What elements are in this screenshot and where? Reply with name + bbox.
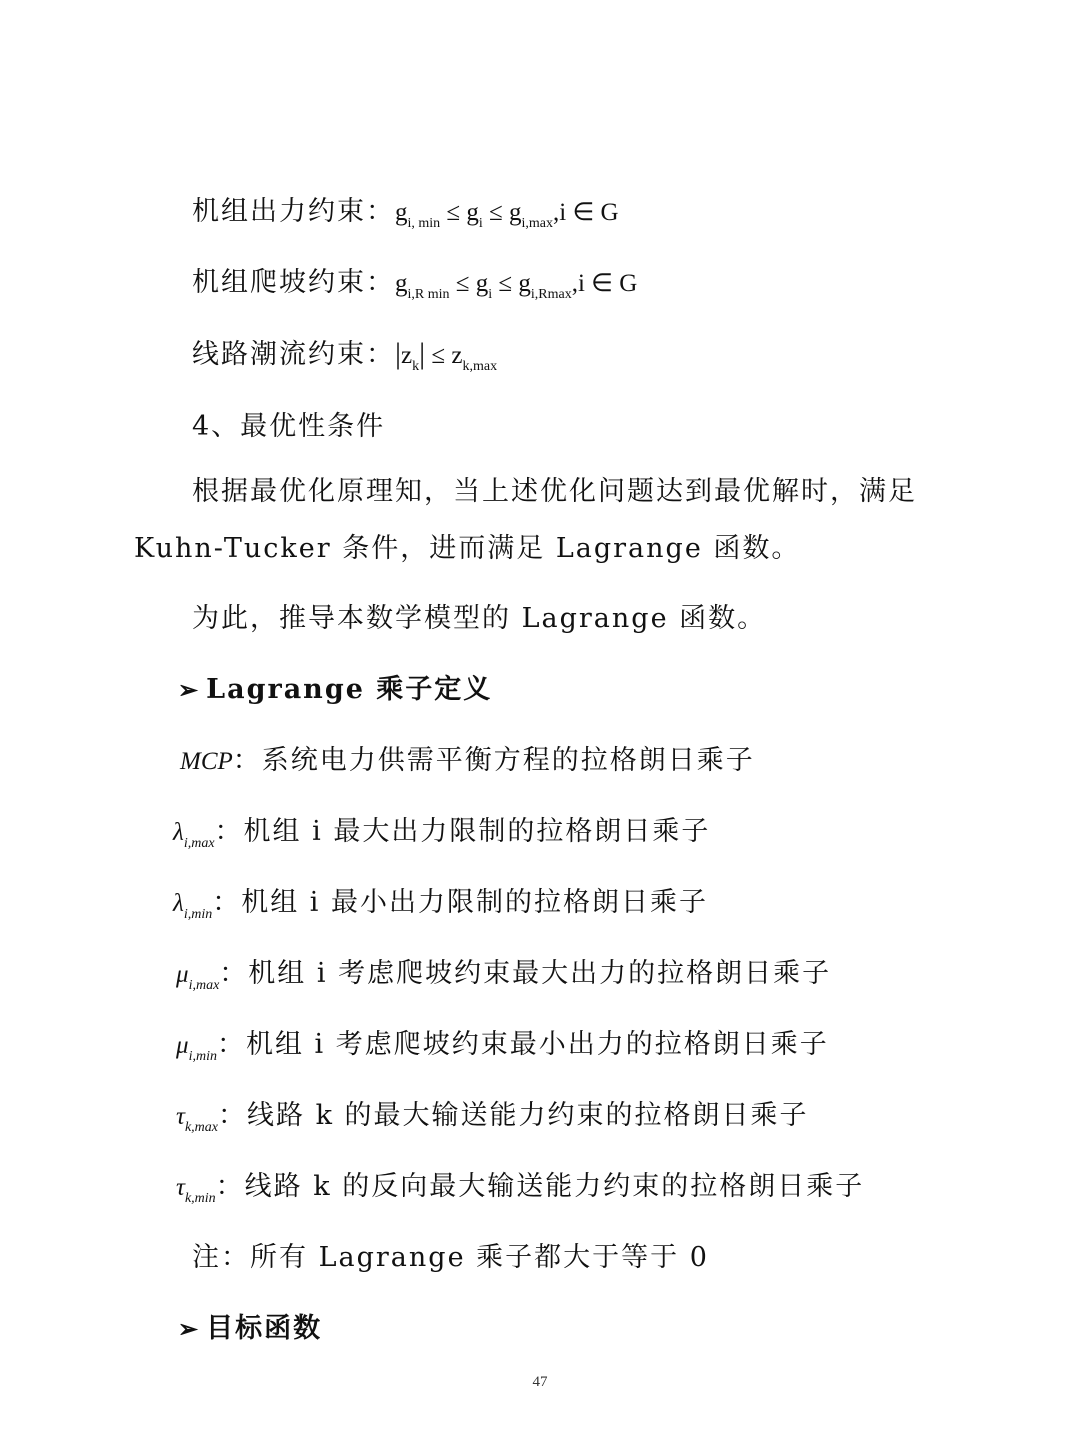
multiplier-desc: ：机组 i 最大出力限制的拉格朗日乘子: [214, 816, 711, 847]
multiplier-item: [173, 889, 708, 922]
formula-abs: |: [419, 337, 426, 370]
formula-le: ≤: [449, 270, 476, 297]
multiplier-symbol: μ: [176, 961, 189, 988]
multiplier-desc: ：机组 i 考虑爬坡约束最小出力的拉格朗日乘子: [216, 1029, 829, 1060]
paragraph-line: Kuhn-Tucker 条件，进而满足 Lagrange 函数。: [134, 533, 801, 564]
paragraph-line: 为此，推导本数学模型的 Lagrange 函数。: [192, 603, 767, 634]
formula-g: g: [518, 270, 531, 297]
multiplier-sub: i,min: [188, 1049, 217, 1064]
multiplier-sub: k,max: [184, 1120, 218, 1135]
formula-g: g: [509, 199, 522, 226]
formula-tail: ,i ∈ G: [553, 199, 619, 226]
formula-z: z: [401, 342, 413, 369]
formula-sub: i,Rmax: [530, 287, 572, 302]
formula-g: g: [395, 270, 408, 297]
ramp-constraint: [192, 269, 637, 302]
multiplier-sub: k,min: [184, 1191, 216, 1206]
multiplier-sub: i,max: [183, 836, 215, 851]
multiplier-item: [176, 960, 831, 993]
multiplier-symbol: τ: [176, 1174, 185, 1201]
output-constraint-formula: [395, 199, 619, 231]
formula-le: ≤: [482, 199, 510, 226]
formula-sub: i, min: [407, 216, 441, 231]
multiplier-note: 注：所有 Lagrange 乘子都大于等于 0: [192, 1242, 709, 1273]
formula-sub: k,max: [462, 359, 498, 374]
formula-g: g: [466, 199, 479, 226]
multiplier-sub: i,max: [188, 978, 220, 993]
multiplier-item: [180, 747, 755, 774]
multiplier-desc: ：机组 i 考虑爬坡约束最大出力的拉格朗日乘子: [219, 958, 832, 989]
ramp-constraint-formula: [395, 270, 638, 302]
formula-sub: i: [478, 216, 483, 231]
multiplier-item: [173, 818, 710, 851]
multiplier-item: [176, 1031, 829, 1064]
formula-tail: ,i ∈ G: [571, 270, 638, 297]
formula-sub: i,max: [521, 216, 554, 231]
output-constraint: [192, 198, 619, 231]
formula-g: g: [395, 199, 408, 226]
multiplier-desc: ：线路 k 的最大输送能力约束的拉格朗日乘子: [218, 1100, 809, 1131]
formula-sub: i: [488, 287, 493, 302]
formula-z: z: [451, 342, 463, 369]
multiplier-heading: [178, 676, 492, 703]
flow-constraint-formula: [395, 337, 498, 374]
multiplier-symbol: MCP: [180, 748, 233, 775]
formula-le: ≤: [440, 199, 467, 226]
multiplier-symbol: λ: [173, 890, 184, 917]
multiplier-desc: ：机组 i 最小出力限制的拉格朗日乘子: [212, 887, 709, 918]
objective-heading-text: 目标函数: [206, 1313, 323, 1344]
page-number: 47: [532, 1374, 548, 1390]
ramp-constraint-label: 机组爬坡约束：: [192, 267, 395, 298]
output-constraint-label: 机组出力约束：: [192, 196, 395, 227]
multiplier-sub: i,min: [183, 907, 213, 922]
flow-constraint: [192, 339, 497, 374]
formula-sub: i,R min: [407, 287, 450, 302]
formula-le: ≤: [492, 270, 519, 297]
flow-constraint-label: 线路潮流约束：: [192, 339, 395, 370]
formula-abs: |: [395, 337, 402, 370]
formula-g: g: [475, 270, 489, 297]
formula-le: ≤: [425, 342, 452, 369]
multiplier-item: [176, 1173, 864, 1206]
multiplier-desc: ：线路 k 的反向最大输送能力约束的拉格朗日乘子: [215, 1171, 865, 1202]
objective-heading: [178, 1315, 322, 1342]
multiplier-symbol: μ: [176, 1032, 189, 1059]
multiplier-symbol: λ: [173, 819, 184, 846]
bullet-arrow-icon: ➢: [178, 675, 199, 704]
paragraph-line: 根据最优化原理知，当上述优化问题达到最优解时，满足: [192, 476, 917, 507]
section-heading: 4、最优性条件: [192, 411, 386, 442]
bullet-arrow-icon: ➢: [178, 1314, 199, 1343]
multiplier-desc: ：系统电力供需平衡方程的拉格朗日乘子: [232, 745, 755, 776]
multiplier-heading-text: Lagrange 乘子定义: [206, 674, 493, 705]
multiplier-symbol: τ: [176, 1103, 185, 1130]
formula-sub: k: [412, 359, 420, 374]
multiplier-item: [176, 1102, 809, 1135]
